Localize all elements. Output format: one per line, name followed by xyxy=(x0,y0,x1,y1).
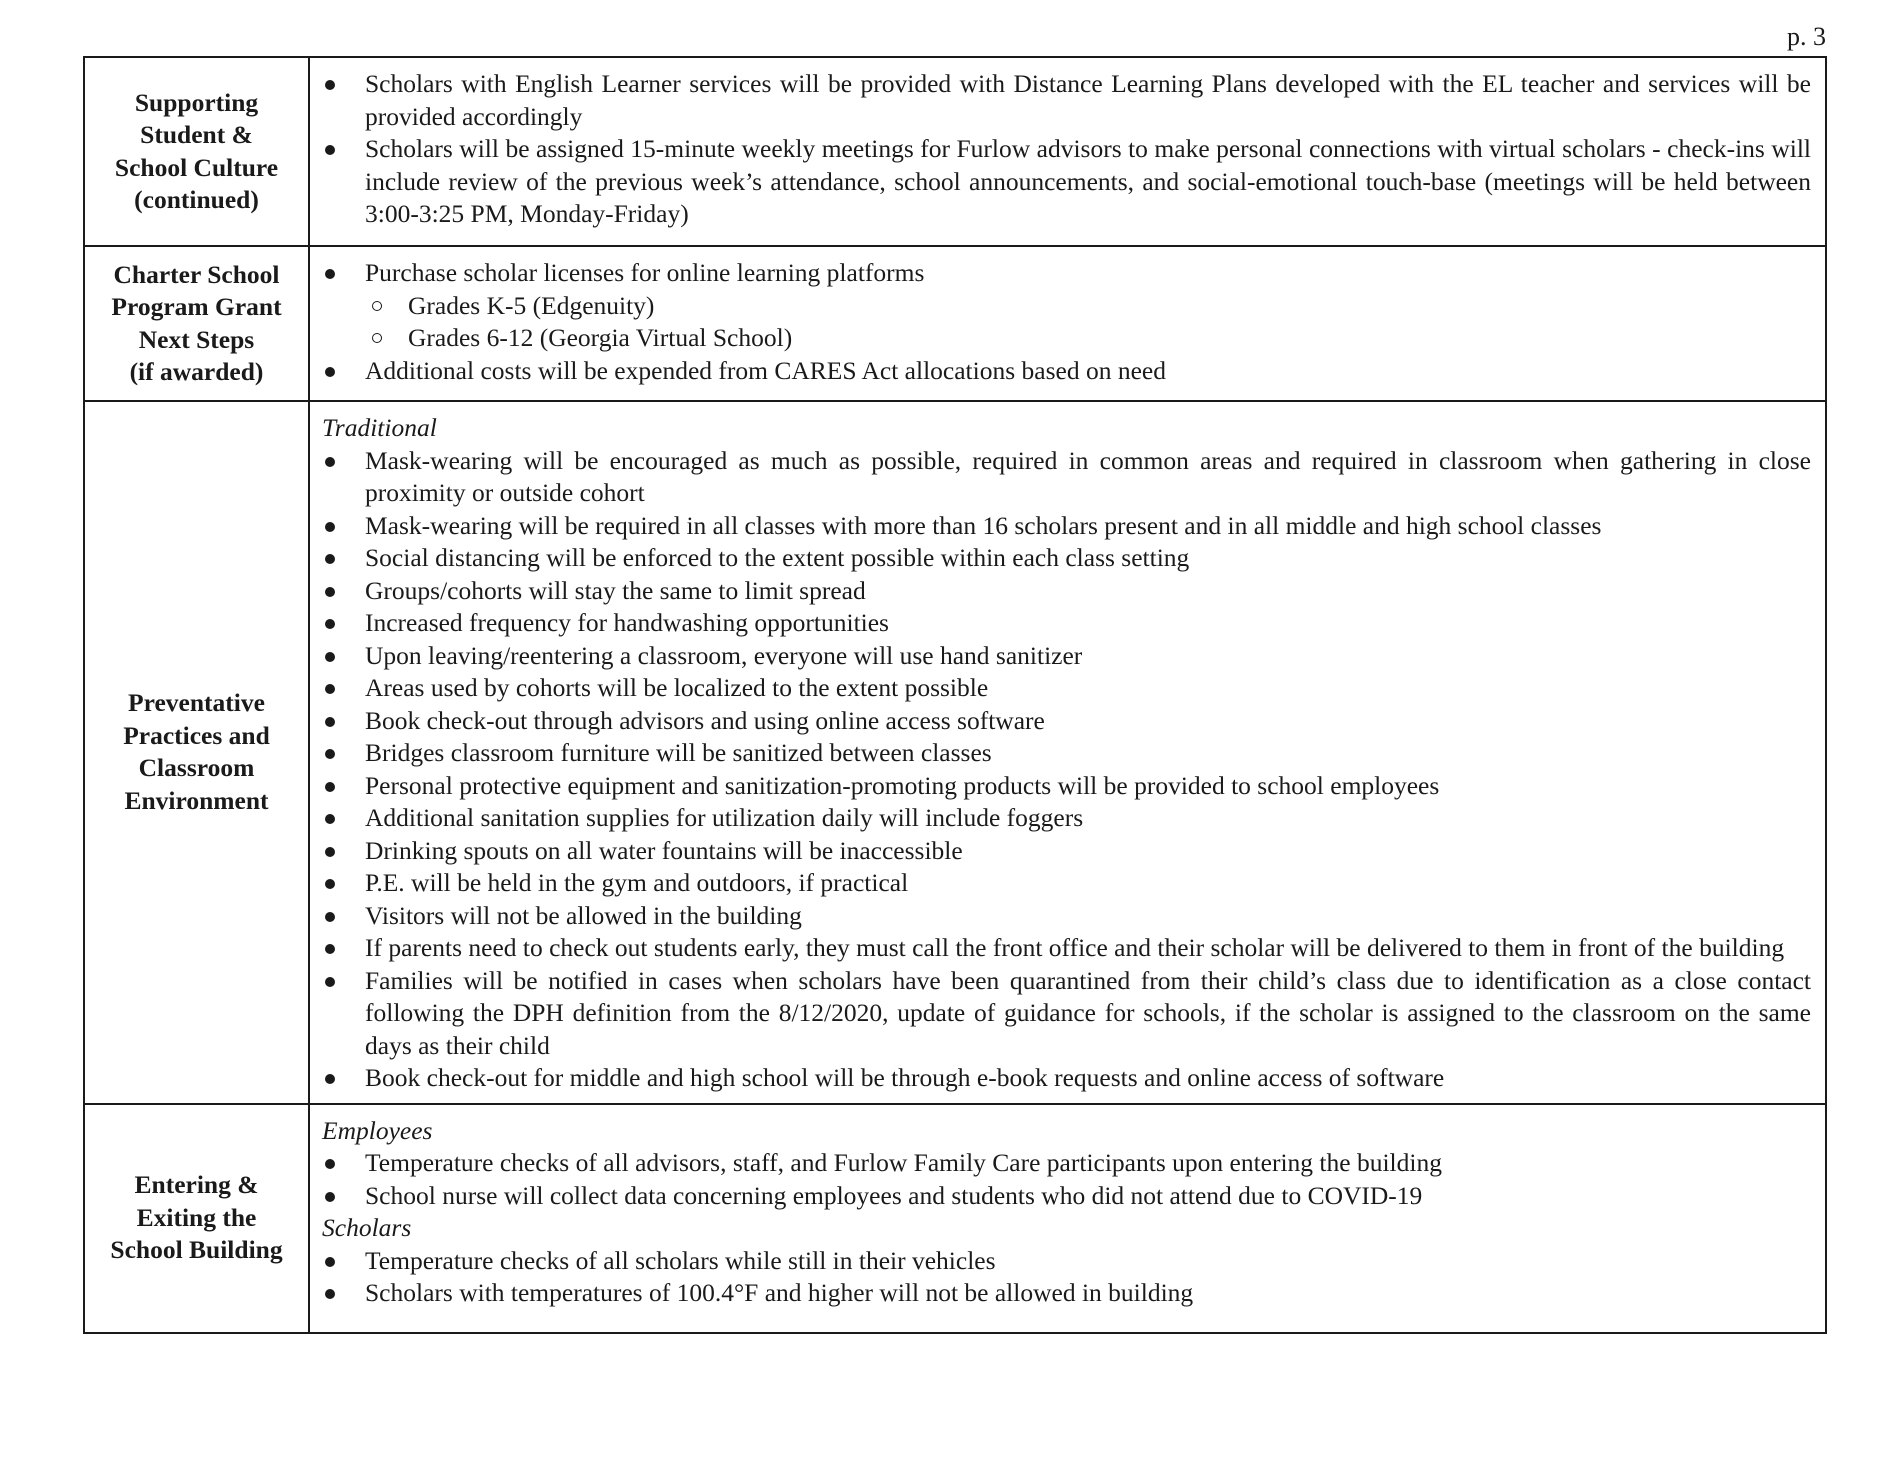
row-label-line: Supporting xyxy=(134,87,259,117)
bullet-list xyxy=(320,445,1811,1095)
row-label-line: (continued) xyxy=(134,185,259,214)
list-item-text: P.E. will be held in the gym and outdoors, if practical xyxy=(365,868,909,897)
list-item xyxy=(320,835,1811,868)
list-item-text: School nurse will collect data concerning employees and students who did not attend due to COVID-19 xyxy=(365,1180,1423,1210)
bullet-icon xyxy=(325,587,335,597)
row-label-line: Next Steps xyxy=(138,324,255,354)
list-item-text: Temperature checks of all advisors, staff, and Furlow Family Care participants upon entering the building xyxy=(365,1148,1442,1177)
plan-table xyxy=(83,56,1827,1334)
list-item-text: Additional sanitation supplies for utilization daily will include foggers xyxy=(365,803,1084,832)
list-item xyxy=(320,770,1811,803)
list-item-text: Temperature checks of all scholars while still in their vehicles xyxy=(365,1245,996,1275)
table-row-supporting-culture xyxy=(84,57,1826,246)
list-item xyxy=(320,1147,1811,1180)
list-item-text: Scholars with English Learner services will be provided with Distance Learning Plans developed with the EL teacher and services will be provided accordingly xyxy=(365,69,1811,131)
bullet-icon xyxy=(325,269,335,279)
section-heading: Scholars xyxy=(322,1213,412,1242)
row-label-line: School Building xyxy=(110,1235,283,1265)
list-item-text: Personal protective equipment and sanitization-promoting products will be provided to school employees xyxy=(365,770,1440,800)
row-label-line: Environment xyxy=(124,785,269,815)
sub-list-item-text: Grades 6-12 (Georgia Virtual School) xyxy=(408,323,793,352)
row-content xyxy=(309,401,1826,1104)
list-item xyxy=(320,900,1811,933)
section-heading: Employees xyxy=(322,1115,433,1145)
list-item-text: Bridges classroom furniture will be sanitized between classes xyxy=(365,738,992,767)
bullet-icon xyxy=(325,977,335,987)
bullet-list xyxy=(320,257,1811,290)
hollow-bullet-icon xyxy=(372,333,382,343)
bullet-list xyxy=(320,355,1811,388)
bullet-icon xyxy=(325,912,335,922)
bullet-icon xyxy=(325,145,335,155)
list-item xyxy=(320,1245,1811,1278)
table-row-preventative-practices xyxy=(84,401,1826,1104)
bullet-icon xyxy=(325,1257,335,1267)
list-item-text: Mask-wearing will be required in all classes with more than 16 scholars present and in all middle and high school classes xyxy=(365,510,1602,540)
list-item xyxy=(320,510,1811,543)
list-item-text: Families will be notified in cases when scholars have been quarantined from their child’s class due to identification as a close contact following the DPH definition from the 8/12/2020, update of guidance for schools, if the scholar is assigned to the classroom on the same days as their child xyxy=(365,965,1811,1060)
list-item xyxy=(320,1277,1811,1310)
bullet-icon xyxy=(325,80,335,90)
row-content xyxy=(309,1104,1826,1333)
bullet-icon xyxy=(325,684,335,694)
list-item xyxy=(320,1180,1811,1213)
bullet-list xyxy=(320,1245,1811,1310)
list-item xyxy=(320,640,1811,673)
list-item xyxy=(320,575,1811,608)
list-item-text: Groups/cohorts will stay the same to limit spread xyxy=(365,575,866,605)
list-item-text: Increased frequency for handwashing opportunities xyxy=(365,608,889,637)
list-item xyxy=(320,445,1811,510)
list-item xyxy=(320,672,1811,705)
row-label-line: Entering & xyxy=(134,1170,259,1200)
row-label-line: Practices and xyxy=(123,720,270,750)
list-item-text: Social distancing will be enforced to the extent possible within each class setting xyxy=(365,543,1190,572)
bullet-icon xyxy=(325,367,335,377)
bullet-icon xyxy=(325,522,335,532)
row-content xyxy=(309,246,1826,401)
list-item xyxy=(320,965,1811,1063)
row-label xyxy=(84,1104,309,1333)
bullet-icon xyxy=(325,1074,335,1084)
bullet-icon xyxy=(325,554,335,564)
row-label-line: School Culture xyxy=(114,152,279,182)
row-label-line: Exiting the xyxy=(136,1202,257,1232)
sub-bullet-list xyxy=(320,290,1811,355)
sub-list-item xyxy=(320,290,1811,323)
bullet-list xyxy=(320,1147,1811,1212)
list-item-text: Purchase scholar licenses for online learning platforms xyxy=(365,258,925,287)
list-item xyxy=(320,355,1811,388)
list-item xyxy=(320,1062,1811,1095)
row-content xyxy=(309,57,1826,246)
hollow-bullet-icon xyxy=(372,301,382,311)
list-item xyxy=(320,607,1811,640)
row-label-line: Classroom xyxy=(138,753,255,783)
bullet-icon xyxy=(325,652,335,662)
list-item-text: Book check-out through advisors and using online access software xyxy=(365,705,1045,735)
list-item-text: Drinking spouts on all water fountains will be inaccessible xyxy=(365,835,963,865)
sub-list-item-text: Grades K-5 (Edgenuity) xyxy=(408,290,655,320)
bullet-icon xyxy=(325,847,335,857)
bullet-icon xyxy=(325,1289,335,1299)
list-item-text: Scholars will be assigned 15-minute weekly meetings for Furlow advisors to make personal connections with virtual scholars - check-ins will include review of the previous week’s attendance, school announcements, and social-emotional touch-base (meetings will be held between 3:00-3:25 PM, Monday-Friday) xyxy=(365,134,1811,228)
bullet-icon xyxy=(325,1192,335,1202)
sub-list-item xyxy=(320,322,1811,355)
list-item-text: Visitors will not be allowed in the building xyxy=(365,900,802,930)
list-item-text: Additional costs will be expended from CARES Act allocations based on need xyxy=(365,355,1166,385)
list-item xyxy=(320,133,1811,231)
list-item xyxy=(320,802,1811,835)
row-label-line: (if awarded) xyxy=(129,357,264,386)
row-label xyxy=(84,57,309,246)
bullet-icon xyxy=(325,879,335,889)
list-item-text: If parents need to check out students early, they must call the front office and their scholar will be delivered to them in front of the building xyxy=(365,933,1785,962)
table-row-grant-next-steps xyxy=(84,246,1826,401)
row-label xyxy=(84,401,309,1104)
bullet-icon xyxy=(325,782,335,792)
bullet-list xyxy=(320,68,1811,231)
bullet-icon xyxy=(325,749,335,759)
row-label-line: Charter School xyxy=(113,259,280,289)
list-item xyxy=(320,705,1811,738)
row-label xyxy=(84,246,309,401)
row-label-line: Preventative xyxy=(128,688,265,718)
list-item-text: Scholars with temperatures of 100.4°F and higher will not be allowed in building xyxy=(365,1278,1194,1307)
row-label-line: Student & xyxy=(140,120,253,149)
list-item-text: Upon leaving/reentering a classroom, everyone will use hand sanitizer xyxy=(365,640,1083,670)
list-item xyxy=(320,68,1811,133)
bullet-icon xyxy=(325,717,335,727)
list-item-text: Mask-wearing will be encouraged as much as possible, required in common areas and required in classroom when gathering in close proximity or outside cohort xyxy=(365,445,1811,507)
bullet-icon xyxy=(325,814,335,824)
bullet-icon xyxy=(325,944,335,954)
page-number: p. 3 xyxy=(1787,22,1826,51)
list-item xyxy=(320,542,1811,575)
bullet-icon xyxy=(325,457,335,467)
row-label-line: Program Grant xyxy=(111,292,282,321)
list-item xyxy=(320,737,1811,770)
bullet-icon xyxy=(325,1159,335,1169)
list-item-text: Areas used by cohorts will be localized to the extent possible xyxy=(365,673,989,702)
list-item xyxy=(320,867,1811,900)
section-heading: Traditional xyxy=(322,413,437,442)
table-row-entering-exiting xyxy=(84,1104,1826,1333)
list-item xyxy=(320,932,1811,965)
list-item-text: Book check-out for middle and high school will be through e-book requests and online access of software xyxy=(365,1063,1445,1092)
bullet-icon xyxy=(325,619,335,629)
list-item xyxy=(320,257,1811,290)
